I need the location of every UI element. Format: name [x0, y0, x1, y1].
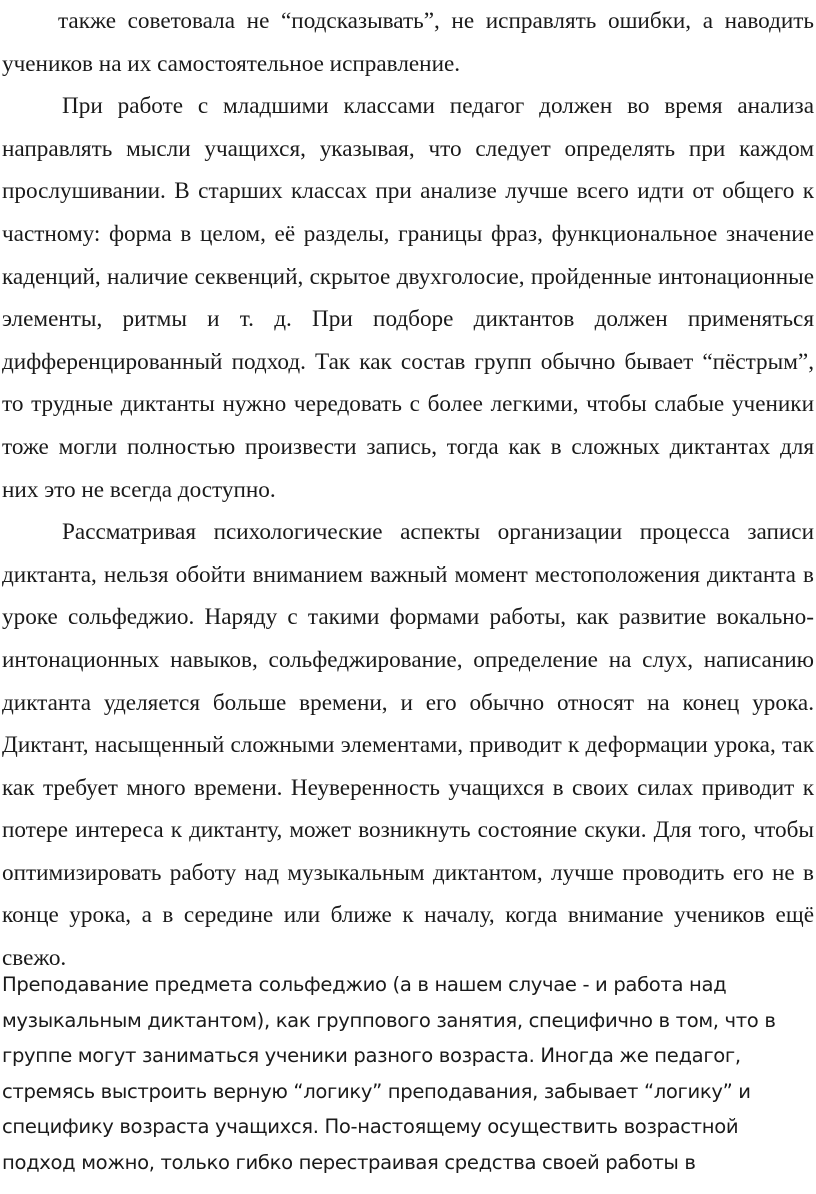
paragraph-age-approach: Преподавание предмета сольфеджио (а в нашем случае - и работа над музыкальным диктантом), как группового занятия, специфично в том, что в группе могут заниматься ученики разного возраста. Иногда же педагог, стремясь выстроить верную “логику” преподавания, забывает “логику” и специфику возраста учащихся. По-настоящему осуществить возрастной подход можно, только гибко перестраивая средства своей работы в — [2, 973, 776, 1174]
sans-text-block — [2, 967, 782, 1180]
paragraph-continuation: также советовала не “подсказывать”, не исправлять ошибки, а наводить учеников на их самостоятельное исправление. — [2, 8, 814, 77]
serif-text-block — [2, 0, 814, 980]
paragraph-analysis: При работе с младшими классами педагог должен во время анализа направлять мысли учащихся, указывая, что следует определять при каждом прослушивании. В старших классах при анализе лучше всего идти от общего к частному: форма в целом, её разделы, границы фраз, функциональное значение каденций, наличие секвенций, скрытое двухголосие, пройденные интонационные элементы, ритмы и т. д. При подборе диктантов должен применяться дифференцированный подход. Так как состав групп обычно бывает “пёстрым”, то трудные диктанты нужно чередовать с более легкими, чтобы слабые ученики тоже могли полностью произвести запись, тогда как в сложных диктантах для них это не всегда доступно. — [2, 93, 814, 503]
paragraph-dictation-placement: Рассматривая психологические аспекты организации процесса записи диктанта, нельзя обойти вниманием важный момент местоположения диктанта в уроке сольфеджио. Наряду с такими формами работы, как развитие вокально-интонационных навыков, сольфеджирование, определение на слух, написанию диктанта уделяется больше времени, и его обычно относят на конец урока. Диктант, насыщенный сложными элементами, приводит к деформации урока, так как требует много времени. Неуверенность учащихся в своих силах приводит к потере интереса к диктанту, может возникнуть состояние скуки. Для того, чтобы оптимизировать работу над музыкальным диктантом, лучше проводить его не в конце урока, а в середине или ближе к началу, когда внимание учеников ещё свежо. — [2, 519, 814, 972]
